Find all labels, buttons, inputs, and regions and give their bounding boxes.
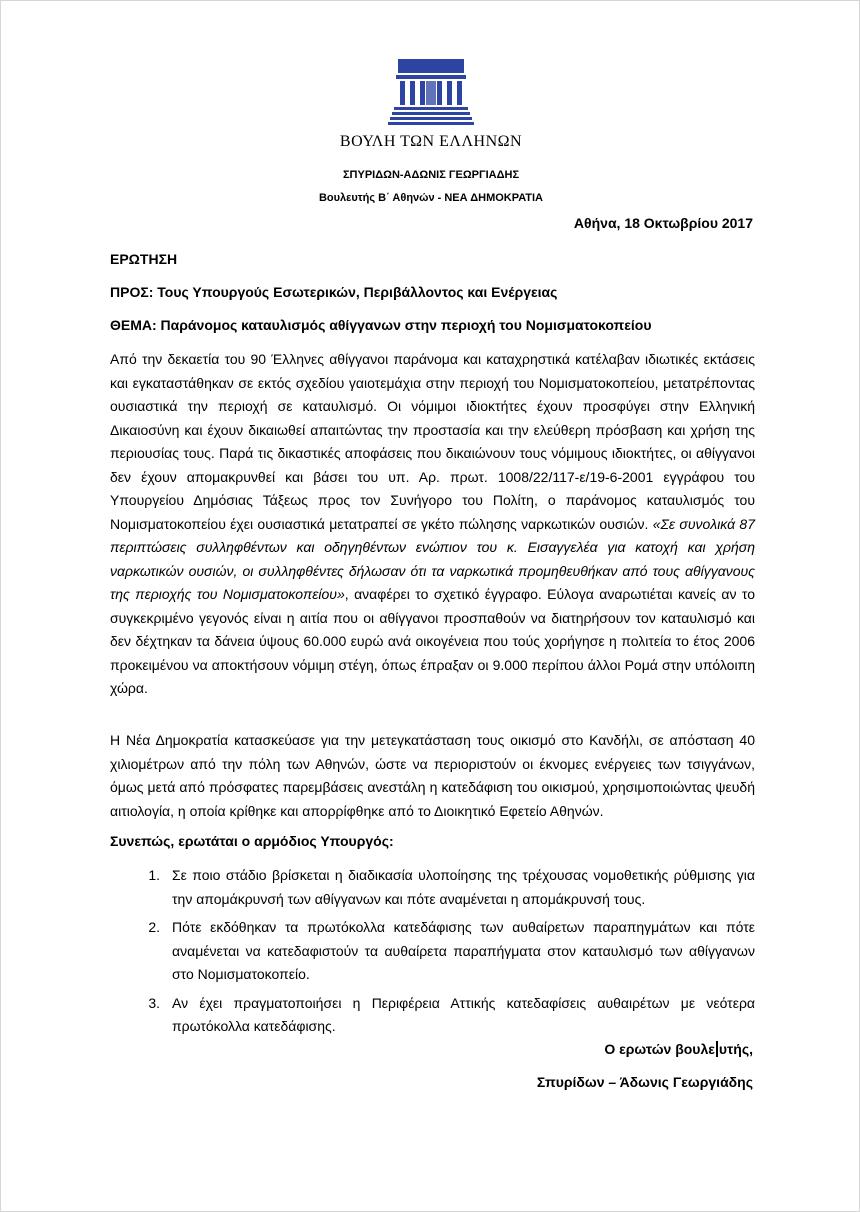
paragraph-1 (110, 348, 755, 701)
paragraph-1-text: Από την δεκαετία του 90 Έλληνες αθίγγανοι παράνομα και καταχρηστικά κατέλαβαν ιδιωτικές εκτάσεις και εγκαταστάθηκαν σε εκτός σχεδίου γαιοτεμάχια στην περιοχή του Νομισματοκοπείου, μετατρέποντας ουσιαστικά την περιοχή σε καταυλισμό. Οι νόμιμοι ιδιοκτήτες έχουν προσφύγει στην Ελληνική Δικαιοσύνη και έχουν δικαιωθεί απαιτώντας την προστασία και την ελεύθερη πρόσβαση και χρήση της περιουσίας τους. Παρά τις δικαστικές αποφάσεις που δικαιώνουν τους νόμιμους ιδιοκτήτες, οι αθίγγανοι δεν έχουν απομακρυνθεί και βάσει του υπ. Αρ. πρωτ. 1008/22/117-ε/19-6-2001 εγγράφου του Υπουργείου Δημόσιας Τάξεως προς τον Συνήγορο του Πολίτη, ο παράνομος καταυλισμός του Νομισματοκοπείου έχει ουσιαστικά μετατραπεί σε γκέτο πώλησης ναρκωτικών ουσιών. (110, 351, 755, 532)
parliament-building-icon (388, 59, 474, 129)
questions-list (110, 864, 755, 1044)
author-name: ΣΠΥΡΙΔΩΝ-ΑΔΩΝΙΣ ΓΕΩΡΓΙΑΔΗΣ (342, 169, 520, 181)
author-role: Βουλευτής Β΄ Αθηνών - ΝΕΑ ΔΗΜΟΚΡΑΤΙΑ (318, 192, 544, 204)
signature-name: Σπυρίδων – Άδωνις Γεωργιάδης (536, 1074, 753, 1090)
paragraph-1-text-end: , αναφέρει το σχετικό έγγραφο. Εύλογα αναρωτιέται κανείς αν το συγκεκριμένο γεγονός είναι η αιτία που οι αθίγγανοι προσπαθούν να διατηρήσουν τον καταυλισμό και δεν δέχτηκαν τα δάνεια ύψους 60.000 ευρώ ανά οικογένεια που τούς χορήγησε η πολιτεία το έτος 2006 προκειμένου να αποκτήσουν νόμιμη στέγη, όπως έπραξαν οι 9.000 περίπου άλλοι Ρομά στην υπόλοιπη χώρα. (110, 586, 756, 696)
signature-title (604, 1041, 753, 1057)
signature-title-part1: Ο ερωτών βουλε (604, 1041, 715, 1057)
paragraph-1-quote: «Σε συνολικά 87 περιπτώσεις συλληφθέντων και οδηγηθέντων ενώπιον του κ. Εισαγγελέα για κατοχή και χρήση ναρκωτικών ουσιών, οι συλληφθέντες δήλωσαν ότι τα ναρκωτικά προμηθευθήκαν από τους αθίγγανους της περιοχής του Νομισματοκοπείου» (110, 515, 755, 602)
question-intro: Συνεπώς, ερωτάται ο αρμόδιος Υπουργός: (110, 833, 394, 849)
parliament-logo (1, 59, 860, 151)
recipients: ΠΡΟΣ: Τους Υπουργούς Εσωτερικών, Περιβάλλοντος και Ενέργειας (110, 284, 558, 300)
list-item-number: 1. (148, 867, 160, 883)
list-item (110, 916, 755, 987)
paragraph-2: Η Νέα Δημοκρατία κατασκεύασε για την μετεγκατάσταση τους οικισμό στο Κανδήλι, σε απόσταση 40 χιλιομέτρων από την πόλη των Αθηνών, ώστε να περιοριστούν οι έκνομες ενέργειες των τσιγγάνων, όμως μετά από πρόσφατες παρεμβάσεις ανεστάλη η κατεδάφιση του οικισμού, χρησιμοποιώντας ψευδή αιτιολογία, η οποία κρίθηκε και απορρίφθηκε από το Διοικητικό Εφετείο Αθηνών. (110, 732, 755, 819)
list-item-number: 2. (148, 919, 160, 935)
list-item (110, 992, 755, 1039)
document-type: ΕΡΩΤΗΣΗ (110, 251, 178, 267)
subject: ΘΕΜΑ: Παράνομος καταυλισμός αθίγγανων στην περιοχή του Νομισματοκοπείου (110, 317, 652, 333)
list-item-text: Σε ποιο στάδιο βρίσκεται η διαδικασία υλοποίησης της τρέχουσας νομοθετικής ρύθμισης για την απομάκρυνσή των αθίγγανων και πότε αναμένεται η απομάκρυνσή τους. (172, 867, 755, 907)
list-item (110, 864, 755, 911)
logo-caption: ΒΟΥΛΗ ΤΩΝ ΕΛΛΗΝΩΝ (339, 133, 523, 150)
text-cursor (716, 1041, 718, 1057)
list-item-text: Αν έχει πραγματοποιήσει η Περιφέρεια Αττικής κατεδαφίσεις αυθαιρέτων με νεότερα πρωτόκολλα κατεδάφισης. (172, 994, 755, 1034)
list-item-number: 3. (148, 994, 160, 1011)
list-item-text: Πότε εκδόθηκαν τα πρωτόκολλα κατεδάφισης των αυθαίρετων παραπηγμάτων και πότε αναμένεται να κατεδαφιστούν τα αυθαίρετα παραπήγματα στον καταυλισμό των αθίγγανων στο Νομισματοκοπείο. (172, 919, 755, 982)
document-date: Αθήνα, 18 Οκτωβρίου 2017 (573, 215, 753, 231)
signature-title-part2: υτής, (718, 1041, 753, 1057)
